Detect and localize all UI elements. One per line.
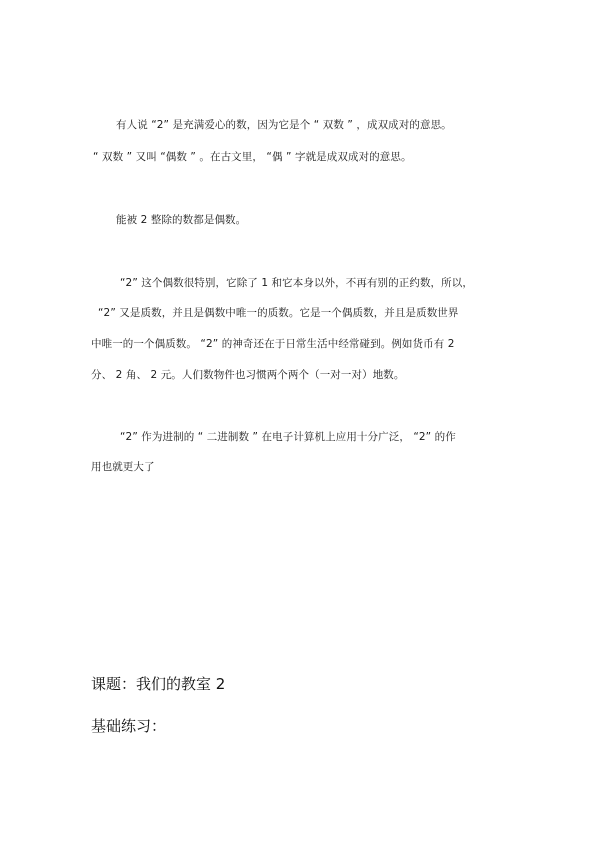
paragraph-3-line-3: 中唯一的一个偶质数。 “2” 的神奇还在于日常生活中经常碰到。例如货币有 2 [91,338,455,350]
paragraph-1-line-2: “ 双数 ” 又叫 “偶数 ” 。在古文里， “偶 ” 字就是成双成对的意思。 [93,151,412,163]
paragraph-4-line-1: “2” 作为进制的 “ 二进制数 ” 在电子计算机上应用十分广泛， “2” 的作 [120,431,456,443]
section-heading: 基础练习： [91,717,167,735]
paragraph-1-line-1: 有人说 “2” 是充满爱心的数，因为它是个 “ 双数 ” ，成双成对的意思。 [116,119,452,131]
paragraph-4-line-2: 用也就更大了 [91,461,155,473]
paragraph-3-line-2: “2” 又是质数，并且是偶数中唯一的质数。它是一个偶质数，并且是质数世界 [98,307,459,319]
paragraph-3-line-1: “2” 这个偶数很特别，它除了 1 和它本身以外，不再有别的正约数，所以， [120,277,473,289]
paragraph-2-line-1: 能被 2 整除的数都是偶数。 [116,214,247,226]
lesson-title: 课题：我们的教室 2 [91,675,226,693]
paragraph-3-line-4: 分、 2 角、 2 元。人们数物件也习惯两个两个（一对一对）地数。 [91,369,405,381]
